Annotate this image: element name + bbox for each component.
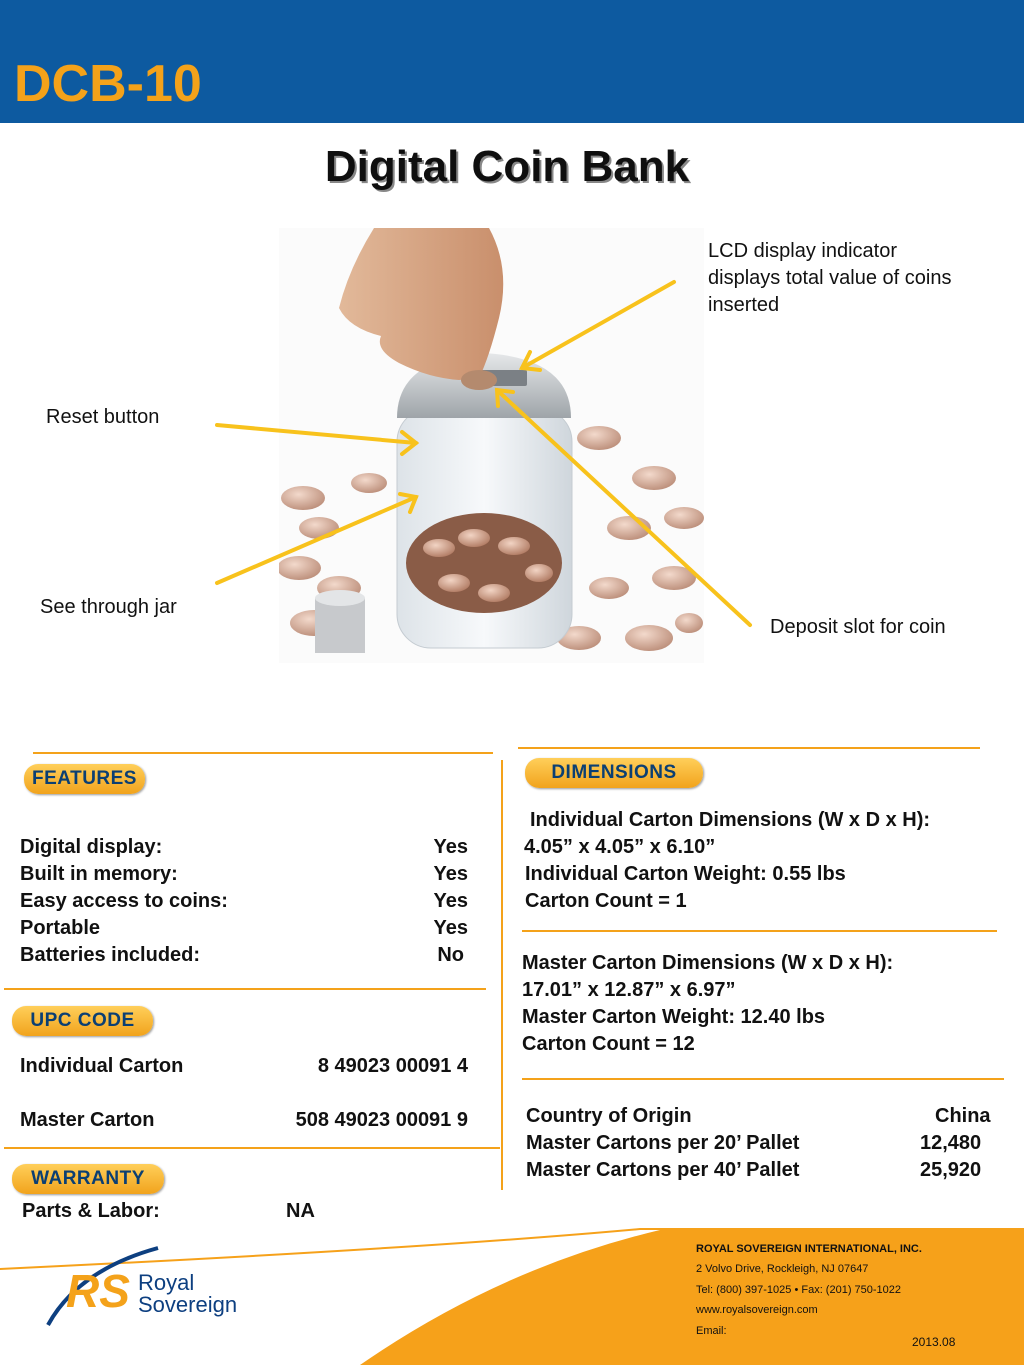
reset-arrow bbox=[217, 425, 416, 443]
reset-callout: Reset button bbox=[46, 406, 160, 428]
column-divider bbox=[501, 760, 503, 1190]
origin-value: China bbox=[935, 1105, 991, 1127]
model-number: DCB-10 bbox=[14, 55, 202, 113]
company-address: 2 Volvo Drive, Rockleigh, NJ 07647 bbox=[696, 1263, 869, 1275]
upc-row bbox=[20, 1053, 468, 1080]
logo-line1: Royal bbox=[138, 1270, 195, 1295]
jar-arrow bbox=[217, 497, 416, 583]
features-tab: FEATURES bbox=[24, 764, 145, 794]
feature-row bbox=[20, 861, 468, 888]
feature-row bbox=[20, 834, 468, 861]
slot-arrow bbox=[497, 390, 750, 625]
upc-label: Individual Carton bbox=[20, 1055, 184, 1077]
lcd-callout-line: inserted bbox=[708, 294, 780, 316]
divider bbox=[4, 1147, 500, 1149]
feature-row bbox=[20, 915, 468, 942]
feature-label: Portable bbox=[20, 917, 101, 939]
upc-row bbox=[20, 1107, 468, 1134]
feature-label: Digital display: bbox=[20, 836, 163, 858]
origin-label: Country of Origin bbox=[526, 1105, 692, 1127]
divider bbox=[518, 747, 980, 749]
lcd-callout-line: displays total value of coins bbox=[708, 267, 952, 289]
upc-value: 8 49023 00091 4 bbox=[317, 1055, 468, 1077]
upc-tab: UPC CODE bbox=[12, 1006, 153, 1036]
warranty-value: NA bbox=[286, 1200, 315, 1222]
document-date: 2013.08 bbox=[912, 1335, 956, 1349]
jar-callout: See through jar bbox=[40, 596, 177, 618]
feature-value: Yes bbox=[433, 890, 468, 912]
feature-value: Yes bbox=[433, 863, 468, 885]
upc-label: Master Carton bbox=[20, 1109, 155, 1131]
page-title: Digital Coin Bank bbox=[324, 142, 690, 191]
feature-value: Yes bbox=[433, 836, 468, 858]
warranty-label: Parts & Labor: bbox=[22, 1200, 160, 1222]
feature-label: Built in memory: bbox=[20, 863, 178, 885]
dimension-line: Individual Carton Weight: 0.55 lbs bbox=[525, 863, 846, 885]
dimension-line: Master Carton Weight: 12.40 lbs bbox=[522, 1006, 826, 1028]
feature-value: Yes bbox=[433, 917, 468, 939]
company-name: ROYAL SOVEREIGN INTERNATIONAL, INC. bbox=[696, 1243, 922, 1255]
royal-sovereign-logo bbox=[38, 1240, 278, 1340]
lcd-callout bbox=[708, 238, 951, 319]
feature-value: No bbox=[437, 944, 464, 966]
company-email: Email: bbox=[696, 1325, 727, 1337]
logo-letters: RS bbox=[66, 1265, 130, 1317]
dimension-line: Individual Carton Dimensions (W x D x H): bbox=[530, 809, 931, 831]
lcd-arrow bbox=[522, 282, 674, 368]
pallet-20-label: Master Cartons per 20’ Pallet bbox=[526, 1132, 800, 1154]
upc-value: 508 49023 00091 9 bbox=[295, 1109, 468, 1131]
company-website: www.royalsovereign.com bbox=[696, 1304, 818, 1316]
lcd-callout-line: LCD display indicator bbox=[708, 240, 897, 262]
feature-label: Easy access to coins: bbox=[20, 890, 228, 912]
warranty-tab: WARRANTY bbox=[12, 1164, 164, 1194]
divider bbox=[522, 1078, 1004, 1080]
feature-row bbox=[20, 942, 464, 969]
dimension-line: Carton Count = 12 bbox=[522, 1033, 695, 1055]
dimensions-tab: DIMENSIONS bbox=[525, 758, 703, 788]
pallet-40-value: 25,920 bbox=[920, 1159, 982, 1181]
dimension-line: Carton Count = 1 bbox=[525, 890, 687, 912]
dimension-line: 17.01” x 12.87” x 6.97” bbox=[522, 979, 736, 1001]
divider bbox=[522, 930, 997, 932]
feature-label: Batteries included: bbox=[20, 944, 201, 966]
pallet-20-value: 12,480 bbox=[920, 1132, 982, 1154]
dimension-line: Master Carton Dimensions (W x D x H): bbox=[522, 952, 894, 974]
feature-row bbox=[20, 888, 468, 915]
divider bbox=[33, 752, 493, 754]
pallet-40-label: Master Cartons per 40’ Pallet bbox=[526, 1159, 800, 1181]
divider bbox=[4, 988, 486, 990]
company-phone: Tel: (800) 397-1025 • Fax: (201) 750-1022 bbox=[696, 1284, 902, 1296]
logo-line2: Sovereign bbox=[138, 1292, 238, 1317]
dimension-line: 4.05” x 4.05” x 6.10” bbox=[524, 836, 716, 858]
slot-callout: Deposit slot for coin bbox=[770, 616, 946, 638]
